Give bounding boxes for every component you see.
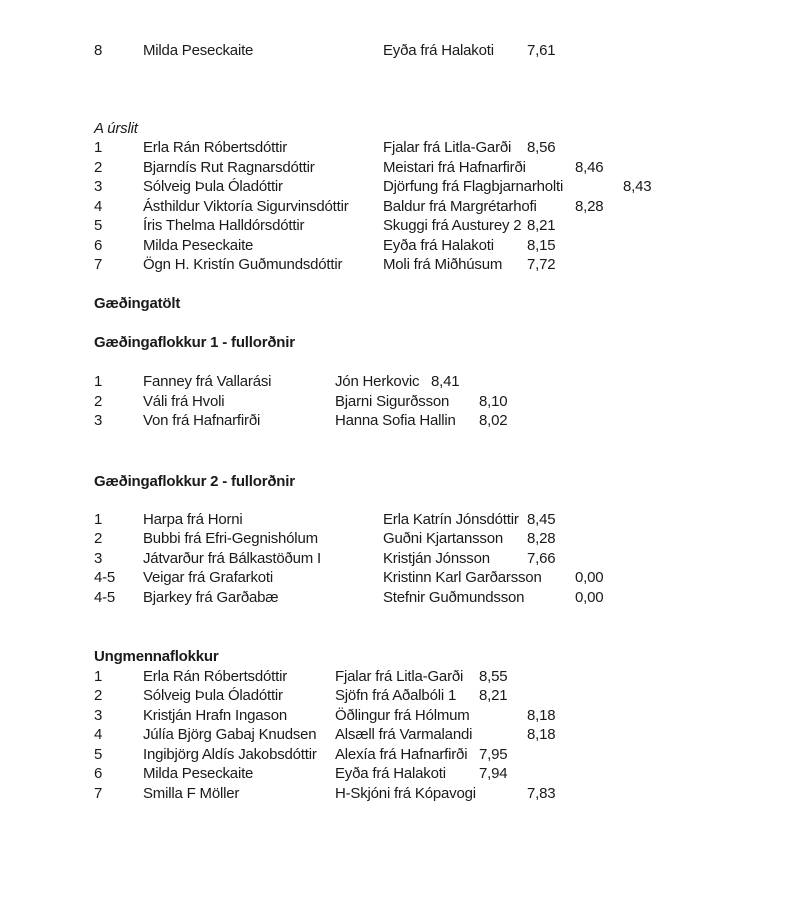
section-heading-a-urslit: A úrslit [94, 120, 138, 137]
score-cell: 8,46 [575, 159, 604, 176]
horse-cell: Skuggi frá Austurey 2 [383, 217, 522, 234]
rider-cell: Kristinn Karl Garðarsson [383, 569, 542, 586]
rank-cell: 3 [94, 707, 103, 724]
horse-cell: Sjöfn frá Aðalbóli 1 [335, 687, 457, 704]
score-cell: 8,18 [527, 707, 556, 724]
result-row [94, 197, 811, 217]
rider-cell: Milda Peseckaite [143, 42, 254, 59]
horse-cell: Eyða frá Halakoti [335, 765, 446, 782]
rank-cell: 4 [94, 198, 103, 215]
score-cell: 7,95 [479, 746, 508, 763]
score-cell: 0,00 [575, 569, 604, 586]
result-row [94, 706, 811, 726]
score-cell: 8,56 [527, 139, 556, 156]
result-row [94, 529, 811, 549]
result-row [94, 138, 811, 158]
result-row [94, 236, 811, 256]
horse-cell: Baldur frá Margrétarhofi [383, 198, 537, 215]
score-cell: 8,02 [479, 412, 508, 429]
rider-cell: Erla Rán Róbertsdóttir [143, 668, 287, 685]
score-cell: 8,43 [623, 178, 652, 195]
section-heading-ungmennaflokkur: Ungmennaflokkur [94, 648, 219, 665]
result-row [94, 510, 811, 530]
rider-cell: Sólveig Þula Óladóttir [143, 687, 283, 704]
score-cell: 8,55 [479, 668, 508, 685]
horse-cell: Von frá Hafnarfirði [143, 412, 261, 429]
rank-cell: 6 [94, 765, 103, 782]
rank-cell: 2 [94, 159, 103, 176]
horse-cell: Bjarkey frá Garðabæ [143, 589, 279, 606]
rider-cell: Stefnir Guðmundsson [383, 589, 525, 606]
horse-cell: Alexía frá Hafnarfirði [335, 746, 468, 763]
rider-cell: Ingibjörg Aldís Jakobsdóttir [143, 746, 317, 763]
rider-cell: Erla Katrín Jónsdóttir [383, 511, 519, 528]
result-row [94, 372, 811, 392]
rank-cell: 5 [94, 217, 103, 234]
rank-cell: 2 [94, 393, 103, 410]
rank-cell: 1 [94, 511, 103, 528]
rank-cell: 5 [94, 746, 103, 763]
rank-cell: 1 [94, 139, 103, 156]
horse-cell: Fanney frá Vallarási [143, 373, 272, 390]
score-cell: 8,28 [527, 530, 556, 547]
rider-cell: Kristján Jónsson [383, 550, 490, 567]
horse-cell: Djörfung frá Flagbjarnarholti [383, 178, 564, 195]
result-row [94, 158, 811, 178]
result-row [94, 784, 811, 804]
score-cell: 8,21 [479, 687, 508, 704]
rank-cell: 4-5 [94, 569, 116, 586]
result-row [94, 41, 811, 61]
rank-cell: 2 [94, 530, 103, 547]
result-row [94, 725, 811, 745]
rank-cell: 7 [94, 785, 103, 802]
result-row [94, 764, 811, 784]
horse-cell: H-Skjóni frá Kópavogi [335, 785, 476, 802]
rider-cell: Milda Peseckaite [143, 765, 254, 782]
rank-cell: 3 [94, 550, 103, 567]
rider-cell: Sólveig Þula Óladóttir [143, 178, 283, 195]
rank-cell: 1 [94, 373, 103, 390]
horse-cell: Bubbi frá Efri-Gegnishólum [143, 530, 318, 547]
rider-cell: Íris Thelma Halldórsdóttir [143, 217, 305, 234]
score-cell: 8,10 [479, 393, 508, 410]
score-cell: 7,94 [479, 765, 508, 782]
horse-cell: Fjalar frá Litla-Garði [335, 668, 464, 685]
result-row [94, 411, 811, 431]
score-cell: 8,41 [431, 373, 460, 390]
horse-cell: Eyða frá Halakoti [383, 42, 494, 59]
horse-cell: Játvarður frá Bálkastöðum I [143, 550, 322, 567]
horse-cell: Fjalar frá Litla-Garði [383, 139, 512, 156]
result-row [94, 255, 811, 275]
rider-cell: Smilla F Möller [143, 785, 240, 802]
horse-cell: Veigar frá Grafarkoti [143, 569, 274, 586]
horse-cell: Moli frá Miðhúsum [383, 256, 503, 273]
score-cell: 7,72 [527, 256, 556, 273]
rider-cell: Jón Herkovic [335, 373, 420, 390]
result-row [94, 667, 811, 687]
result-row [94, 392, 811, 412]
rider-cell: Hanna Sofia Hallin [335, 412, 456, 429]
section-heading-gaedingaflokkur-1: Gæðingaflokkur 1 - fullorðnir [94, 334, 295, 351]
score-cell: 0,00 [575, 589, 604, 606]
rank-cell: 4-5 [94, 589, 116, 606]
score-cell: 7,61 [527, 42, 556, 59]
horse-cell: Eyða frá Halakoti [383, 237, 494, 254]
rider-cell: Erla Rán Róbertsdóttir [143, 139, 287, 156]
rank-cell: 7 [94, 256, 103, 273]
result-row [94, 588, 811, 608]
score-cell: 8,18 [527, 726, 556, 743]
result-row [94, 686, 811, 706]
rank-cell: 1 [94, 668, 103, 685]
result-row [94, 216, 811, 236]
horse-cell: Váli frá Hvoli [143, 393, 225, 410]
score-cell: 7,66 [527, 550, 556, 567]
result-row [94, 177, 811, 197]
rider-cell: Ögn H. Kristín Guðmundsdóttir [143, 256, 343, 273]
score-cell: 8,45 [527, 511, 556, 528]
rider-cell: Kristján Hrafn Ingason [143, 707, 288, 724]
score-cell: 8,21 [527, 217, 556, 234]
section-heading-gaedingaflokkur-2: Gæðingaflokkur 2 - fullorðnir [94, 473, 295, 490]
rider-cell: Bjarndís Rut Ragnarsdóttir [143, 159, 315, 176]
rank-cell: 3 [94, 412, 103, 429]
horse-cell: Meistari frá Hafnarfirði [383, 159, 526, 176]
result-row [94, 745, 811, 765]
horse-cell: Öðlingur frá Hólmum [335, 707, 470, 724]
score-cell: 8,28 [575, 198, 604, 215]
score-cell: 8,15 [527, 237, 556, 254]
result-row [94, 568, 811, 588]
rider-cell: Guðni Kjartansson [383, 530, 504, 547]
rider-cell: Ásthildur Viktoría Sigurvinsdóttir [143, 198, 349, 215]
rank-cell: 2 [94, 687, 103, 704]
result-row [94, 549, 811, 569]
rank-cell: 4 [94, 726, 103, 743]
rank-cell: 6 [94, 237, 103, 254]
rank-cell: 8 [94, 42, 103, 59]
rider-cell: Milda Peseckaite [143, 237, 254, 254]
rider-cell: Júlía Björg Gabaj Knudsen [143, 726, 317, 743]
section-heading-gaedingatolt: Gæðingatölt [94, 295, 181, 312]
rider-cell: Bjarni Sigurðsson [335, 393, 450, 410]
horse-cell: Harpa frá Horni [143, 511, 243, 528]
horse-cell: Alsæll frá Varmalandi [335, 726, 473, 743]
score-cell: 7,83 [527, 785, 556, 802]
rank-cell: 3 [94, 178, 103, 195]
